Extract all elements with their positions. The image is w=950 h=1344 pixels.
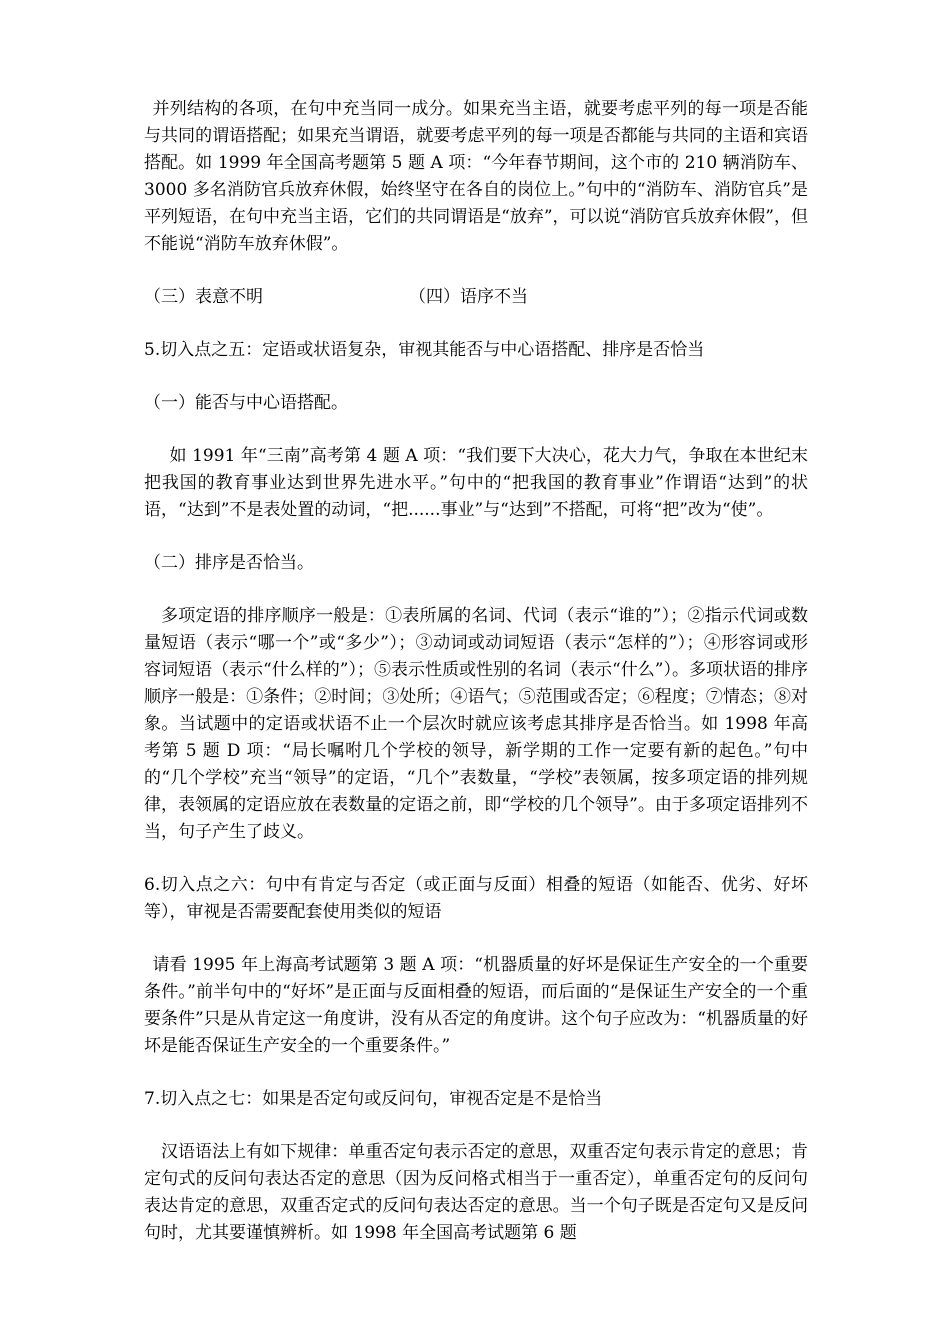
paragraph-parallel-structure: 并列结构的各项，在句中充当同一成分。如果充当主语，就要考虑平列的每一项是否能与共同的谓语搭配；如果充当谓语，就要考虑平列的每一项是否都能与共同的主语和宾语搭配。如 1999 年全国高考题第 5 题 A 项：“今年春节期间，这个市的 210 辆消防车、3000 多名消防官兵放弃休假，始终坚守在各自的岗位上。”句中的“消防车、消防官兵”是平列短语，在句中充当主语，它们的共同谓语是“放弃”，可以说“消防官兵放弃休假”，但不能说“消防车放弃休假”。 (144, 99, 808, 254)
document-page (144, 96, 808, 1273)
paragraph-1991-example: 如 1991 年“三南”高考第 4 题 A 项：“我们要下大决心，花大力气，争取在本世纪末把我国的教育事业达到世界先进水平。”句中的“把我国的教育事业”作谓语“达到”的状语，“达到”不是表处置的动词，“把......事业”与“达到”不搭配，可将“把”改为“使”。 (144, 446, 808, 520)
subheading-collocation: （一）能否与中心语搭配。 (144, 393, 348, 413)
heading-point-7: 7.切入点之七：如果是否定句或反问句，审视否定是不是恰当 (144, 1089, 603, 1109)
heading-point-5: 5.切入点之五：定语或状语复杂，审视其能否与中心语搭配、排序是否恰当 (144, 340, 705, 360)
heading-point-6: 6.切入点之六：句中有肯定与否定（或正面与反面）相叠的短语（如能否、优劣、好坏等），审视是否需要配套使用类似的短语 (144, 875, 808, 922)
subheading-word-order: （四）语序不当 (409, 287, 528, 307)
subheading-order: （二）排序是否恰当。 (144, 553, 314, 573)
paragraph-modifier-order: 多项定语的排序顺序一般是：①表所属的名词、代词（表示“谁的”）；②指示代词或数量短语（表示“哪一个”或“多少”）；③动词或动词短语（表示“怎样的”）；④形容词或形容词短语（表示“什么样的”）；⑤表示性质或性别的名词（表示“什么”）。多项状语的排序顺序一般是：①条件；②时间；③处所；④语气；⑤范围或否定；⑥程度；⑦情态；⑧对象。当试题中的定语或状语不止一个层次时就应该考虑其排序是否恰当。如 1998 年高考第 5 题 D 项：“局长嘱咐几个学校的领导，新学期的工作一定要有新的起色。”句中的“几个学校”充当“领导”的定语，“几个”表数量，“学校”表领属，按多项定语的排列规律，表领属的定语应放在表数量的定语之前，即“学校的几个领导”。由于多项定语排列不当，句子产生了歧义。 (144, 606, 808, 842)
paragraph-1995-example: 请看 1995 年上海高考试题第 3 题 A 项：“机器质量的好坏是保证生产安全的一个重要条件。”前半句中的“好坏”是正面与反面相叠的短语，而后面的“是保证生产安全的一个重要条件”只是从肯定这一角度讲，没有从否定的角度讲。这个句子应改为：“机器质量的好坏是能否保证生产安全的一个重要条件。” (144, 955, 808, 1056)
paragraph-negation-rules: 汉语语法上有如下规律：单重否定句表示否定的意思，双重否定句表示肯定的意思；肯定句式的反问句表达否定的意思（因为反问格式相当于一重否定），单重否定句的反问句表达肯定的意思，双重否定式的反问句表达否定的意思。当一个句子既是否定句又是反问句时，尤其要谨慎辨析。如 1998 年全国高考试题第 6 题 (144, 1142, 808, 1243)
subheading-unclear-meaning: （三）表意不明 (144, 287, 263, 307)
subheading-row (144, 284, 808, 311)
